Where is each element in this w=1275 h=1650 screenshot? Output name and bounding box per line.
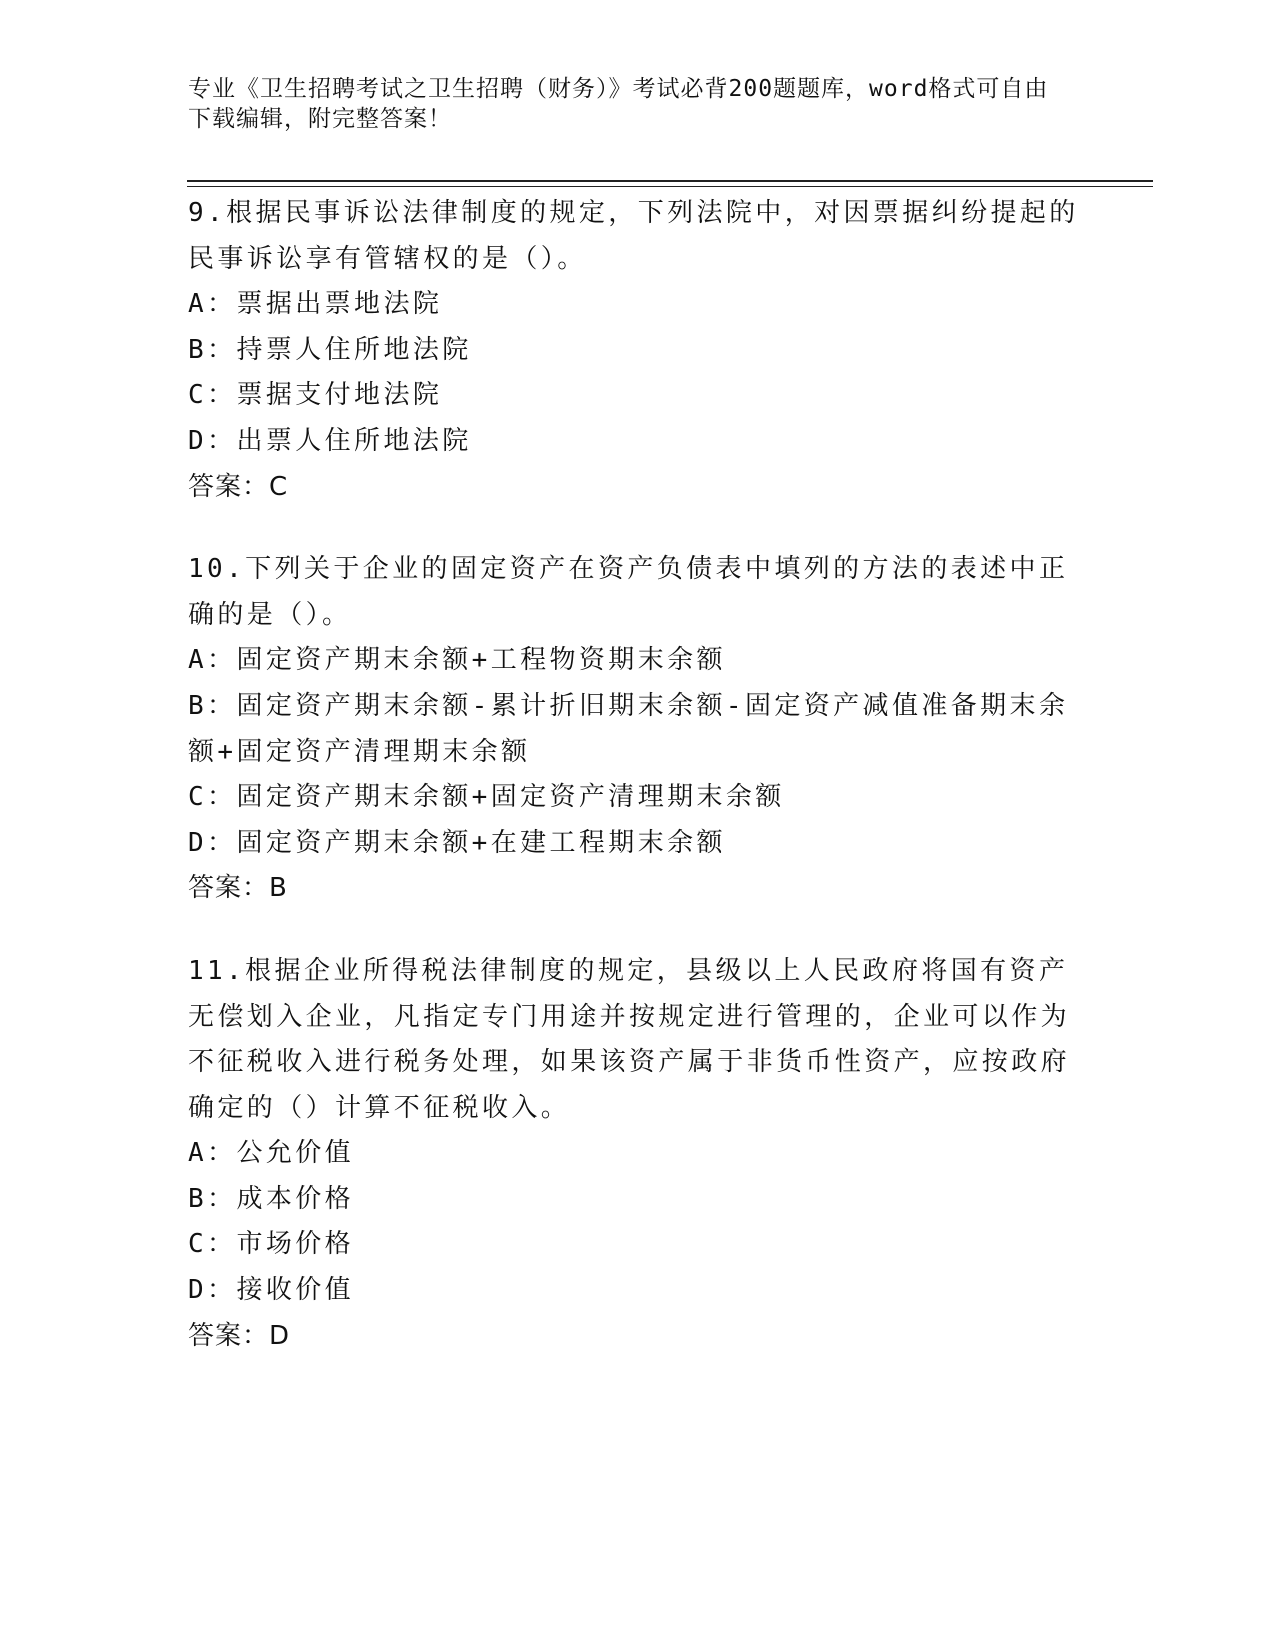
option-a: A：票据出票地法院 (188, 289, 443, 320)
option-c: C：票据支付地法院 (188, 380, 443, 411)
question-item (188, 949, 1088, 1359)
option-d: D：接收价值 (188, 1275, 355, 1306)
option-d: D：固定资产期末余额+在建工程期末余额 (188, 827, 726, 858)
option-b: B：持票人住所地法院 (188, 334, 472, 365)
question-list (188, 191, 1088, 1396)
header-divider-thin (187, 186, 1153, 187)
answer-line: 答案：C (188, 471, 289, 502)
option-b: B：固定资产期末余额-累计折旧期末余额-固定资产减值准备期末余额+固定资产清理期末余额 (188, 690, 1069, 767)
option-c: C：固定资产期末余额+固定资产清理期末余额 (188, 782, 785, 813)
answer-line: 答案：B (188, 873, 288, 904)
header-divider-thick (187, 180, 1153, 182)
option-c: C：市场价格 (188, 1229, 355, 1260)
question-item (188, 191, 1088, 510)
option-a: A：固定资产期末余额+工程物资期末余额 (188, 645, 726, 676)
question-stem: 10.下列关于企业的固定资产在资产负债表中填列的方法的表述中正确的是（）。 (188, 554, 1069, 630)
option-a: A：公允价值 (188, 1138, 355, 1169)
option-b: B：成本价格 (188, 1183, 355, 1214)
question-item (188, 547, 1088, 912)
document-header: 专业《卫生招聘考试之卫生招聘（财务）》考试必背200题题库，word格式可自由下载编辑，附完整答案！ (188, 76, 1049, 132)
option-d: D：出票人住所地法院 (188, 425, 472, 456)
answer-line: 答案：D (188, 1320, 291, 1351)
question-stem: 9.根据民事诉讼法律制度的规定，下列法院中，对因票据纠纷提起的民事诉讼享有管辖权的是（）。 (188, 198, 1079, 274)
question-stem: 11.根据企业所得税法律制度的规定，县级以上人民政府将国有资产无偿划入企业，凡指定专门用途并按规定进行管理的，企业可以作为不征税收入进行税务处理，如果该资产属于非货币性资产，应按政府确定的（）计算不征税收入。 (188, 955, 1071, 1123)
